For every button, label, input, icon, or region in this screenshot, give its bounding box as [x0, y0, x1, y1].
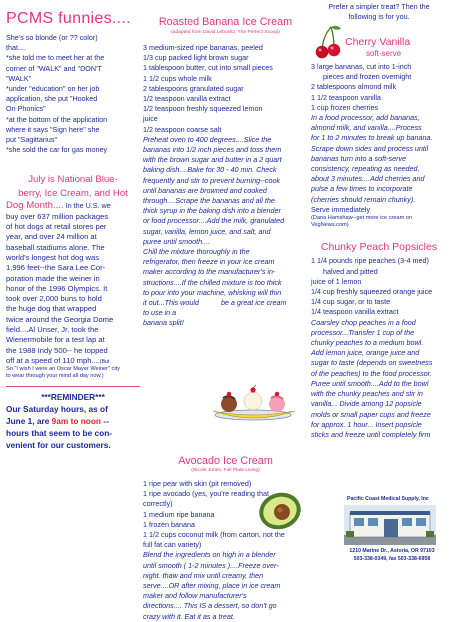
funnies-line: "WALK" — [6, 73, 32, 83]
step-line: maker according to the manufacturer's in- — [143, 267, 276, 277]
step-line: processor...Transfer 1 cup of the — [311, 327, 415, 337]
avocado-section — [143, 455, 308, 477]
divider — [6, 386, 140, 387]
simpler-line: following is for you. — [348, 12, 410, 21]
peach-steps — [311, 318, 447, 440]
clinic-name: Pacific Coast Medical Supply, Inc — [347, 496, 429, 502]
ingredient: 1/2 teaspoon coarse salt — [143, 124, 222, 134]
step-line: Add lemon juice, orange juice and — [311, 348, 420, 358]
ingredient: 1 1/2 teaspoon vanilla — [311, 92, 381, 102]
ingredient: 3 medium-sized ripe bananas, peeled — [143, 43, 263, 52]
step-line: thick syrup in the baking dish into a blender — [143, 206, 281, 216]
ingredient: 1 tablespoon butter, cut into small pieces — [143, 63, 273, 73]
clinic-phones: 503-338-0349, fax 503-338-6958 — [353, 555, 431, 562]
simpler-intro — [311, 2, 447, 22]
source-line: (Dana Hamshaw--get more ice cream on — [311, 215, 413, 222]
july-line: honor of the 1996 Olympics. It — [6, 283, 108, 293]
cherry-subtitle: soft-serve — [366, 49, 402, 58]
column-middle — [143, 0, 308, 621]
step-line: to pour into your machine, whisking will thin — [143, 287, 282, 297]
funnies-line: *she told me to meet her at the — [6, 53, 105, 63]
roasted-source: (adapted from David Lebovitz, The Perfect Scoop) — [171, 30, 280, 35]
step-line: vanilla... Divide among 12 popsicle — [311, 399, 422, 409]
cherry-source — [311, 215, 447, 229]
step-line: serve....OR after mixing, place in ice cream — [143, 581, 281, 591]
simpler-line: Prefer a simpler treat? Then the — [328, 2, 430, 11]
july-line: world's longest hot dog was — [6, 252, 100, 262]
reminder-time: 9am to noon — [51, 416, 101, 426]
ingredient: 1 cup frozen cherries — [311, 102, 379, 112]
ingredient: halved and pitted — [323, 266, 378, 276]
step-line: Blend the ingredients on high in a blender — [143, 550, 276, 560]
source-line: VegNews.com) — [311, 222, 349, 229]
step-line: pulse a few times to incorporate — [311, 184, 413, 194]
step-line: directions.... This IS a dessert, so don't go — [143, 601, 277, 611]
ingredient: 1 1/2 cups whole milk — [143, 73, 212, 83]
step-line: with the brown sugar and butter in a 2 quart — [143, 155, 282, 165]
step-line: sugar, vanilla, lemon juice, and salt, and — [143, 226, 271, 236]
july-heading-line: July is National Blue- — [28, 174, 118, 186]
ingredient: 1/4 cup freshly squeezed orange juice — [311, 287, 433, 297]
banana-split-icon — [199, 385, 307, 423]
ingredient: correctly) — [143, 499, 173, 509]
step-line: (cherries should remain chunky). — [311, 194, 416, 204]
july-note-inline: (But — [99, 358, 110, 365]
funnies-line: *under "education" on her job — [6, 84, 100, 94]
funnies-line: put "Sagittarius" — [6, 135, 58, 145]
step-line: Coarsley chop peaches in a food — [311, 317, 416, 327]
july-note-line: to wear through your mind all day now.) — [6, 373, 104, 380]
peach-body — [311, 256, 447, 440]
funnies-line: *she sold the car for gas money — [6, 145, 108, 155]
july-line: baseball stadiums alone. The — [6, 242, 105, 252]
july-line: of hot dogs at retail stores per — [6, 222, 107, 232]
ingredient: pieces and frozen overnight — [323, 72, 412, 82]
step-line: sugar to taste (depends on sweetness — [311, 358, 433, 368]
step-line: to use in a — [143, 308, 177, 318]
step-line: Preheat oven to 400 degrees....Slice the — [143, 134, 272, 144]
avocado-icon — [255, 488, 305, 532]
reminder-heading: ***REMINDER*** — [41, 391, 105, 402]
step-line: through....Scrape the bananas and all the — [143, 196, 275, 206]
july-line: 1,996 feet--the Sara Lee Cor- — [6, 263, 106, 273]
step-line: banana split! — [143, 318, 184, 328]
july-line: twice around the Georgia Dome — [6, 314, 114, 324]
step-line: or food processor....Add the milk, granulated — [143, 216, 285, 226]
ingredient: 1/4 teaspoon vanilla extract — [311, 307, 399, 317]
ingredient: full fat can variety) — [143, 540, 202, 550]
step-line: bananas turn into a soft-serve — [311, 153, 407, 163]
step-line: for 1 to 2 minutes to break up banana. — [311, 133, 433, 143]
step-line: be a great ice cream — [220, 298, 287, 308]
roasted-title: Roasted Banana Ice Cream — [158, 16, 293, 28]
step-line: with the chunky peaches and stir in — [311, 389, 423, 399]
column-left — [6, 0, 140, 452]
step-line: Chill the mixture thoroughly in the — [143, 247, 250, 257]
july-first-inline: In the U.S. we — [63, 201, 111, 211]
july-line: year, and over 24 million at — [6, 232, 97, 242]
ingredient: 2 tablespoons almond milk — [311, 82, 397, 92]
reminder-box — [6, 391, 140, 452]
step-line: for approx. 1 hour... Insert popsicle — [311, 419, 422, 429]
avocado-steps — [143, 550, 308, 621]
step-line: baking dish....Bake for 30 - 40 min. Check — [143, 165, 277, 175]
step-line: crazy with it. Eat it as a treat. — [143, 611, 235, 621]
funnies-line: application, she put "Hooked — [6, 94, 98, 104]
ingredient: 1/2 teaspoon freshly squeezed lemon — [143, 104, 263, 114]
ingredient: 1 medium ripe banana — [143, 509, 215, 519]
reminder-line: hours that seem to be con- — [6, 428, 113, 439]
step-line: Scrape down sides and process until — [311, 143, 429, 153]
funnies-line: corner of "WALK" and "DON'T — [6, 63, 102, 73]
step-line: molds or small paper cups and freeze — [311, 409, 431, 419]
step-line: refrigerator, then freeze in your ice cream — [143, 257, 275, 267]
cherry-steps — [311, 113, 447, 205]
funnies-line: On Phonics" — [6, 104, 46, 114]
july-line: buy over 637 million packages — [6, 211, 109, 221]
july-line: poration made the weiner in — [6, 273, 100, 283]
step-line: consistency, repeating as needed, — [311, 164, 420, 174]
july-line: the huge dog that wrapped — [6, 304, 97, 314]
step-line: until smooth ( 1-2 minutes )....Freeze over- — [143, 560, 279, 570]
step-line: until bananas are browned and cooked — [143, 185, 267, 195]
roasted-steps — [143, 135, 308, 329]
step-line: bananas into 1/2 inch pieces and toss them — [143, 145, 282, 155]
step-line: Serve immediately — [311, 204, 371, 214]
ingredient: 1 frozen banana — [143, 519, 195, 529]
cherry-body — [311, 62, 447, 229]
step-line: almond milk, and vanilla....Process — [311, 123, 422, 133]
ingredient: 1/2 teaspoon vanilla extract — [143, 94, 231, 104]
peach-title: Chunky Peach Popsicles — [320, 241, 438, 254]
funnies-heading: PCMS funnies.... — [6, 10, 131, 27]
step-line: sticks and freeze until completely firm — [311, 429, 431, 439]
step-line: maker and follow manufacturer's — [143, 591, 247, 601]
july-heading-last: Dog Month.... — [6, 200, 64, 212]
funnies-text — [6, 33, 140, 155]
july-line: off at a speed of 110 mph.... — [6, 355, 100, 365]
ingredient: 3 large bananas, cut into 1-inch — [311, 62, 412, 71]
ingredient: 1/4 cup sugar, or to taste — [311, 297, 391, 307]
clinic-contact — [336, 548, 448, 563]
funnies-line: that.... — [6, 43, 26, 53]
ingredient: 1/3 cup packed light brown sugar — [143, 53, 249, 63]
reminder-line: Our Saturday hours, as of — [6, 403, 108, 414]
july-line: took over 2,000 buns to hold — [6, 294, 102, 304]
ingredient: juice of 1 lemon — [311, 276, 362, 286]
step-line: chunky peaches to a medium bowl. — [311, 338, 424, 348]
ingredient: 1 1/4 pounds ripe peaches (3-4 med) — [311, 256, 429, 266]
july-line: field....Al Unser, Jr. took the — [6, 325, 99, 334]
clinic-building-icon — [344, 505, 436, 545]
ingredient: 1 ripe pear with skin (pit removed) — [143, 479, 252, 488]
avocado-source: (Nicole Jones, Full Plate Living) — [191, 468, 260, 473]
july-line: the 1988 Indy 500-- he topped — [6, 345, 108, 355]
reminder-line: -- — [101, 416, 109, 426]
funnies-line: where it says "Sign here" she — [6, 124, 100, 134]
reminder-line: June 1, are — [6, 416, 52, 426]
cherries-icon — [313, 24, 343, 60]
step-line: it out...This would — [143, 298, 199, 308]
funnies-line: She's so blonde (or ?? color) — [6, 33, 98, 42]
avocado-title: Avocado Ice Cream — [178, 455, 273, 467]
july-heading — [6, 173, 140, 201]
step-line: puree until smooth.... — [143, 236, 211, 246]
ingredient: 1 1/2 cups coconut milk (from carton, not the — [143, 530, 285, 540]
ingredient: 2 tablespoons granulated sugar — [143, 83, 244, 93]
clinic-address: 1210 Marine Dr., Astoria, OR 97103 — [349, 548, 435, 554]
step-line: about 3 minutes....Add cherries and — [311, 174, 425, 184]
step-line: In a food processor, add bananas, — [311, 113, 420, 123]
july-text — [6, 201, 140, 380]
ingredient: 1 ripe avocado (yes, you're reading that — [143, 489, 270, 499]
step-line: night. thaw and mix until creamy, then — [143, 570, 264, 580]
column-right — [311, 0, 447, 440]
july-note — [6, 366, 140, 380]
reminder-line: venient for our customers. — [6, 440, 111, 451]
july-note-line: So "I wish I were an Oscar Mayer Weiner" city — [6, 366, 120, 373]
step-line: of the peaches) to the food processor. — [311, 368, 432, 378]
ingredient: juice — [143, 114, 158, 124]
roasted-ingredients — [143, 43, 308, 135]
step-line: frequently and stir to prevent burning--cook — [143, 175, 281, 185]
july-line: Wienermobile for a test lap at — [6, 335, 105, 345]
step-line: structions....If the chilled mixture is too thick — [143, 277, 282, 287]
cherry-header — [311, 24, 447, 62]
funnies-line: *at the bottom of the application — [6, 114, 108, 124]
cherry-title: Cherry Vanilla — [345, 36, 411, 48]
step-line: Puree until smooth....Add to the bowl — [311, 378, 429, 388]
july-heading-line: berry, Ice Cream, and Hot — [18, 188, 128, 200]
